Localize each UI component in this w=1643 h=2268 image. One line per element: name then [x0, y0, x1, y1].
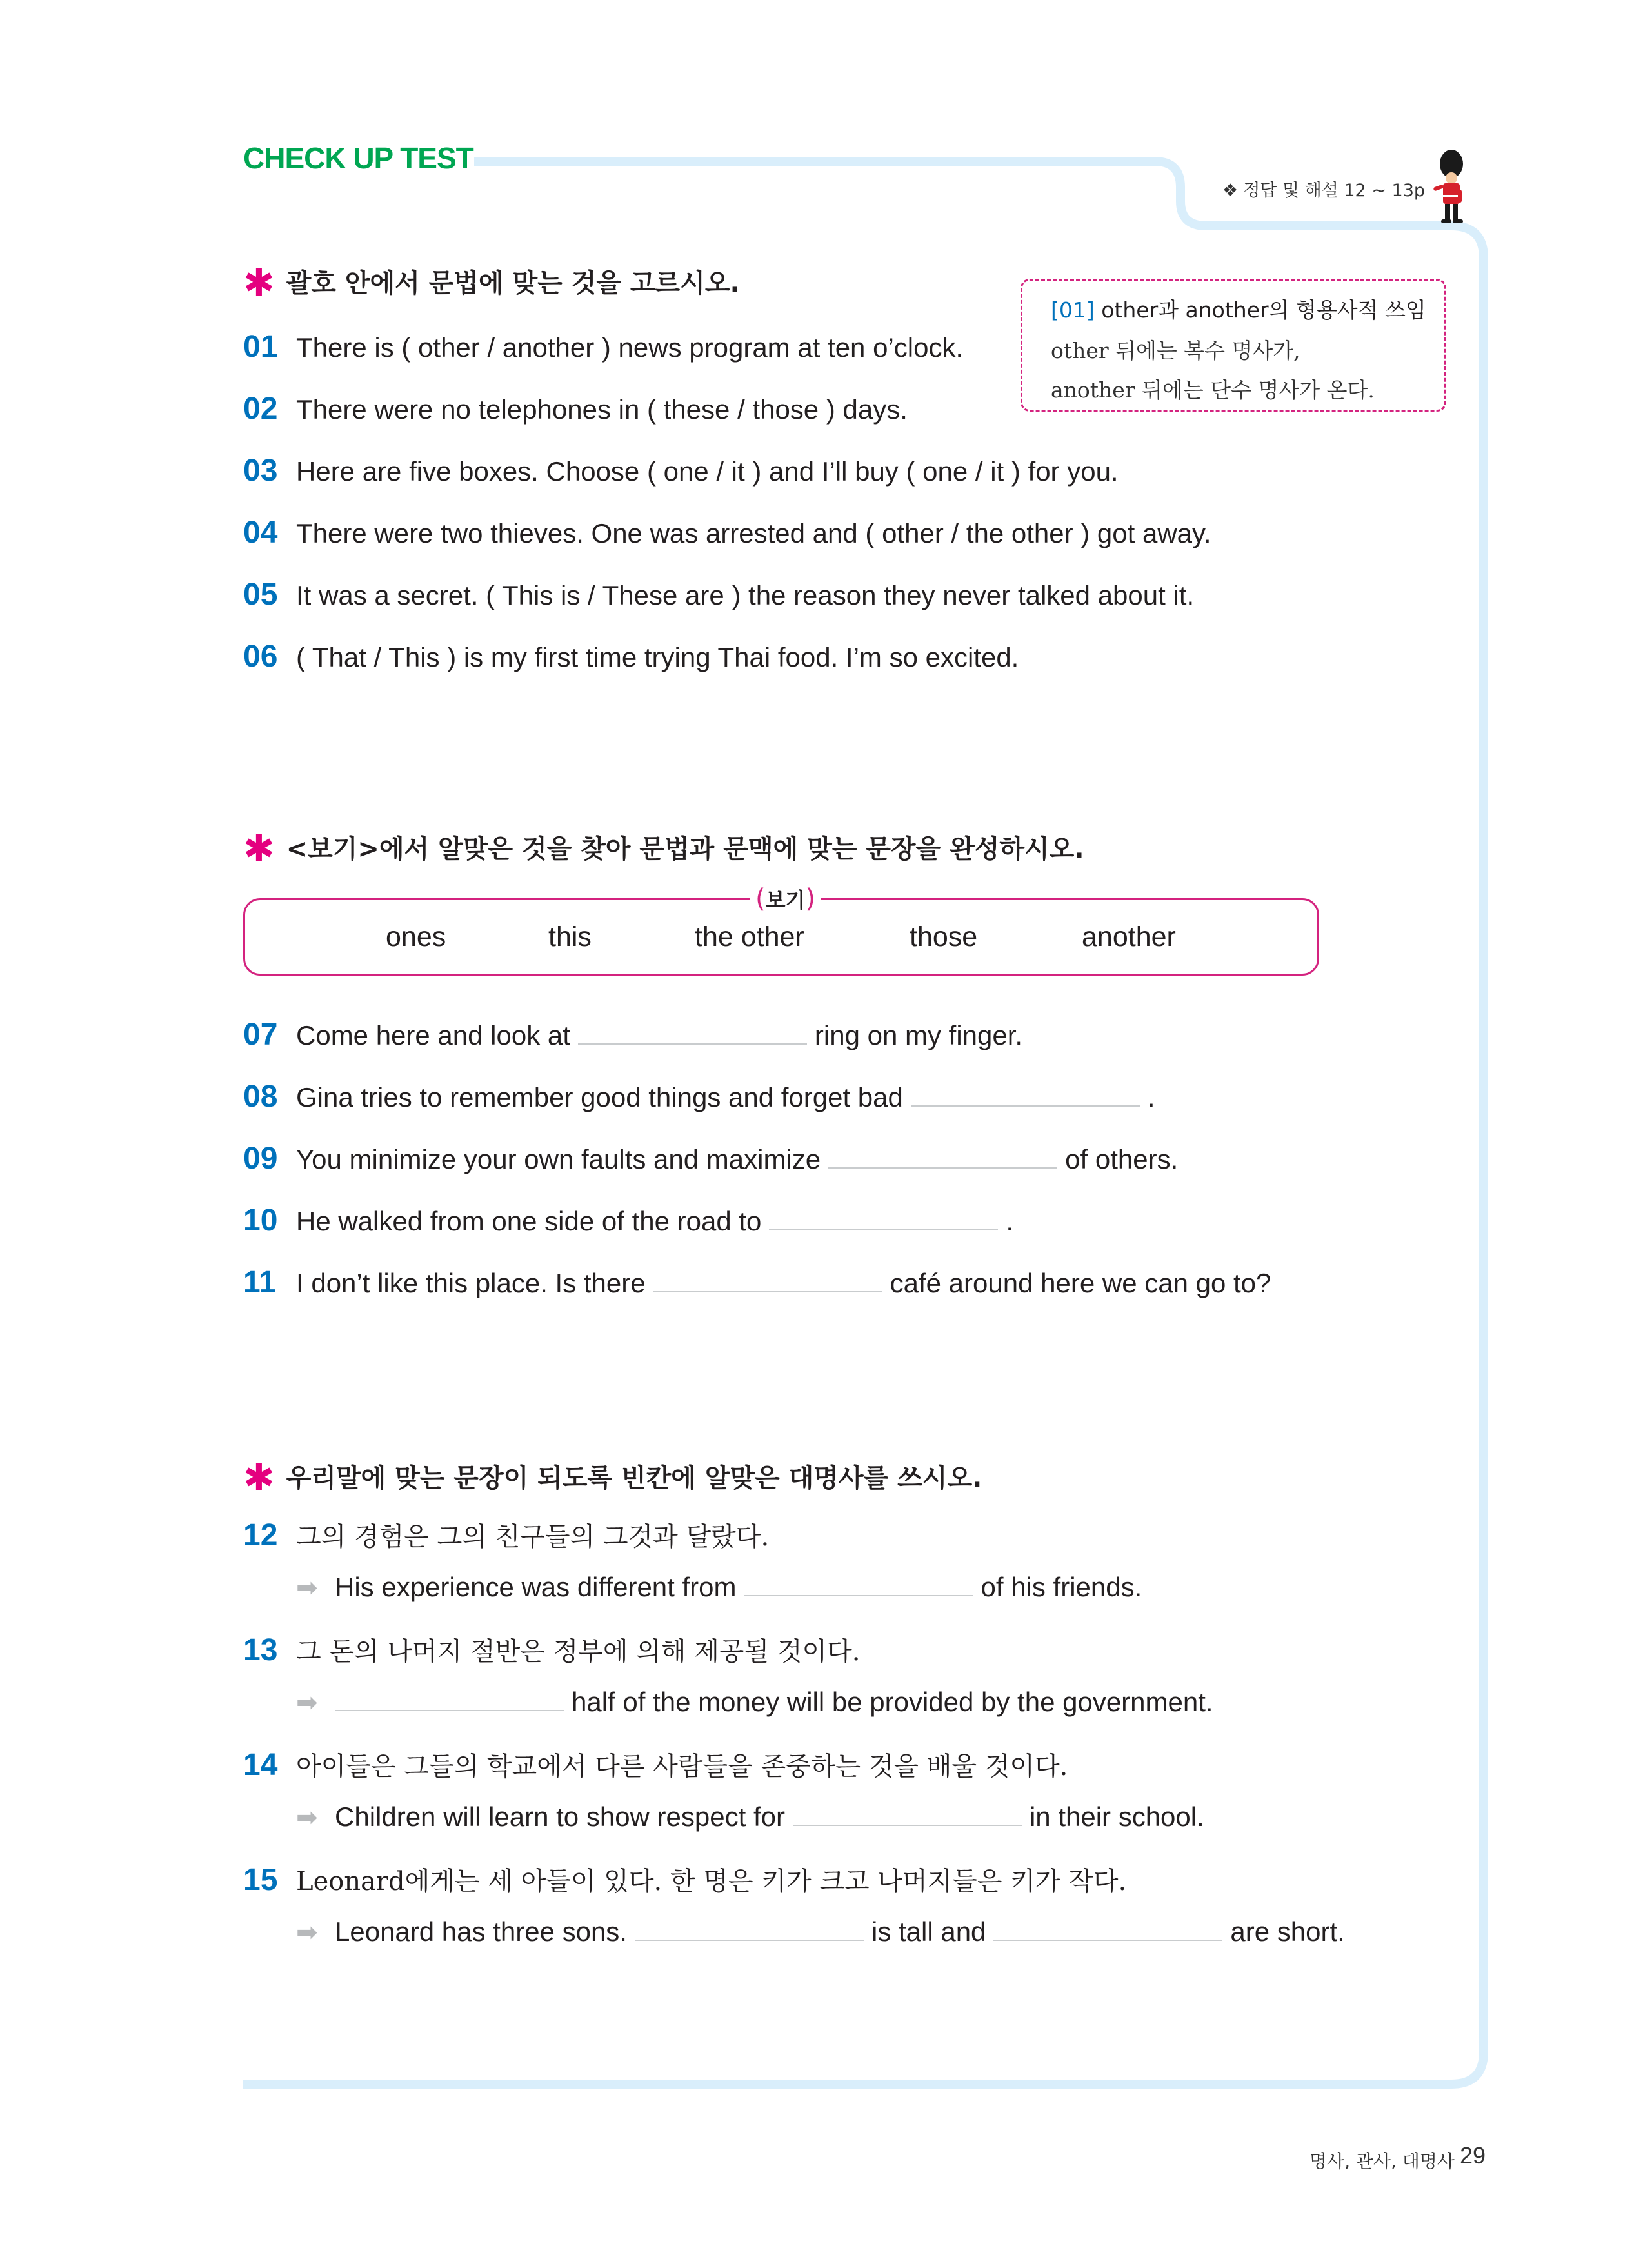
question-text: I don’t like this place. Is there: [296, 1268, 646, 1298]
answer-line-14: [296, 1798, 1204, 1836]
question-number: 15: [243, 1863, 278, 1897]
word-bank-item: the other: [695, 921, 804, 952]
answer-blank[interactable]: [793, 1801, 1022, 1826]
answer-blank[interactable]: [744, 1572, 973, 1596]
question-text: ring on my finger.: [814, 1020, 1023, 1050]
answer-text: is tall and: [871, 1916, 986, 1947]
star-icon: ✱: [243, 827, 275, 870]
instruction-text: 괄호 안에서 문법에 맞는 것을 고르시오.: [286, 268, 740, 298]
answer-line-13: [296, 1683, 1213, 1721]
answer-text: in their school.: [1029, 1801, 1204, 1832]
note-line: other 뒤에는 복수 명사가,: [1051, 338, 1300, 363]
note-tag: [01]: [1051, 297, 1095, 323]
word-bank-item: those: [910, 921, 978, 952]
question-15: [243, 1861, 1126, 1900]
answer-blank[interactable]: [635, 1916, 864, 1941]
question-text: .: [1147, 1082, 1155, 1112]
guard-mascot-icon: [1426, 150, 1477, 227]
question-04: [243, 514, 1211, 552]
answer-reference-text: 정답 및 해설 12 ~ 13p: [1243, 181, 1426, 201]
question-number: 10: [243, 1203, 278, 1238]
question-10: [243, 1201, 1013, 1240]
question-12: [243, 1516, 769, 1555]
section1-instruction: [243, 257, 740, 305]
bracket-left: (: [755, 884, 766, 914]
star-icon: ✱: [243, 261, 275, 305]
grammar-note-box: [1021, 279, 1446, 412]
question-text: He walked from one side of the road to: [296, 1206, 762, 1236]
question-06: [243, 637, 1019, 676]
question-number: 12: [243, 1518, 278, 1552]
korean-sentence: Leonard에게는 세 아들이 있다. 한 명은 키가 크고 나머지들은 키가 작다.: [296, 1867, 1127, 1896]
star-icon: ✱: [243, 1456, 275, 1500]
korean-sentence: 그의 경험은 그의 친구들의 그것과 달랐다.: [296, 1522, 770, 1552]
question-number: 05: [243, 577, 278, 612]
question-text: There were no telephones in ( these / those ) days.: [296, 394, 908, 425]
question-number: 11: [243, 1265, 276, 1300]
word-bank-item: this: [548, 921, 592, 952]
word-bank-item: another: [1082, 921, 1176, 952]
question-03: [243, 452, 1119, 490]
question-number: 14: [243, 1748, 278, 1782]
question-number: 06: [243, 639, 278, 674]
question-number: 13: [243, 1633, 278, 1667]
question-text: Here are five boxes. Choose ( one / it ) and I’ll buy ( one / it ) for you.: [296, 456, 1119, 487]
arrow-right-icon: ➡: [296, 1803, 318, 1832]
instruction-text: 우리말에 맞는 문장이 되도록 빈칸에 알맞은 대명사를 쓰시오.: [286, 1463, 982, 1493]
question-05: [243, 576, 1194, 614]
answer-blank[interactable]: [653, 1268, 882, 1292]
question-01: [243, 328, 963, 366]
question-text: Come here and look at: [296, 1020, 570, 1050]
question-09: [243, 1139, 1178, 1178]
question-number: 04: [243, 516, 278, 550]
page-title: CHECK UP TEST: [243, 141, 473, 175]
arrow-right-icon: ➡: [296, 1918, 318, 1947]
answer-blank[interactable]: [769, 1206, 998, 1230]
answer-blank[interactable]: [578, 1020, 807, 1045]
note-line: another 뒤에는 단수 명사가 온다.: [1051, 377, 1375, 403]
answer-text: His experience was different from: [335, 1572, 737, 1602]
question-text: ( That / This ) is my first time trying Thai food. I’m so excited.: [296, 642, 1019, 672]
question-text: You minimize your own faults and maximize: [296, 1144, 821, 1174]
answer-line-15: [296, 1912, 1345, 1951]
answer-text: Children will learn to show respect for: [335, 1801, 785, 1832]
question-14: [243, 1746, 1068, 1785]
question-11: [243, 1263, 1271, 1302]
answer-reference: [1222, 176, 1425, 201]
footer-section-name: 명사, 관사, 대명사: [1309, 2151, 1455, 2172]
question-text: .: [1006, 1206, 1014, 1236]
question-text: café around here we can go to?: [890, 1268, 1271, 1298]
note-title-text: other과 another의 형용사적 쓰임: [1094, 297, 1426, 323]
question-number: 07: [243, 1018, 278, 1052]
answer-blank[interactable]: [993, 1916, 1222, 1941]
arrow-right-icon: ➡: [296, 1574, 318, 1602]
question-text: There is ( other / another ) news program at ten o’clock.: [296, 332, 964, 363]
question-text: Gina tries to remember good things and forget bad: [296, 1082, 903, 1112]
diamond-bullet-icon: ❖: [1222, 181, 1239, 201]
question-number: 03: [243, 454, 278, 488]
answer-text: of his friends.: [981, 1572, 1142, 1602]
question-text: of others.: [1065, 1144, 1179, 1174]
answer-blank[interactable]: [335, 1687, 564, 1711]
question-02: [243, 390, 908, 428]
word-bank-label: [750, 884, 821, 914]
question-13: [243, 1631, 861, 1670]
answer-text: are short.: [1230, 1916, 1345, 1947]
question-number: 01: [243, 330, 278, 364]
page-number: 29: [1460, 2142, 1486, 2169]
answer-blank[interactable]: [828, 1144, 1057, 1169]
korean-sentence: 아이들은 그들의 학교에서 다른 사람들을 존중하는 것을 배울 것이다.: [296, 1752, 1068, 1781]
answer-blank[interactable]: [911, 1082, 1140, 1107]
bracket-right: ): [805, 884, 816, 914]
answer-text: Leonard has three sons.: [335, 1916, 627, 1947]
note-title: [1051, 294, 1426, 324]
korean-sentence: 그 돈의 나머지 절반은 정부에 의해 제공될 것이다.: [296, 1637, 861, 1667]
question-text: It was a secret. ( This is / These are ) the reason they never talked about it.: [296, 580, 1195, 610]
instruction-text: <보기>에서 알맞은 것을 찾아 문법과 문맥에 맞는 문장을 완성하시오.: [286, 834, 1084, 864]
word-bank-label-text: 보기: [765, 888, 806, 912]
question-number: 08: [243, 1079, 278, 1114]
section3-instruction: [243, 1452, 982, 1500]
question-08: [243, 1078, 1155, 1116]
word-bank-item: ones: [386, 921, 446, 952]
question-number: 02: [243, 392, 278, 426]
question-text: There were two thieves. One was arrested and ( other / the other ) got away.: [296, 518, 1211, 548]
question-number: 09: [243, 1141, 278, 1176]
answer-line-12: [296, 1568, 1142, 1607]
question-07: [243, 1016, 1022, 1054]
arrow-right-icon: ➡: [296, 1689, 318, 1717]
section2-instruction: [243, 823, 1084, 870]
answer-text: half of the money will be provided by the government.: [572, 1687, 1213, 1717]
